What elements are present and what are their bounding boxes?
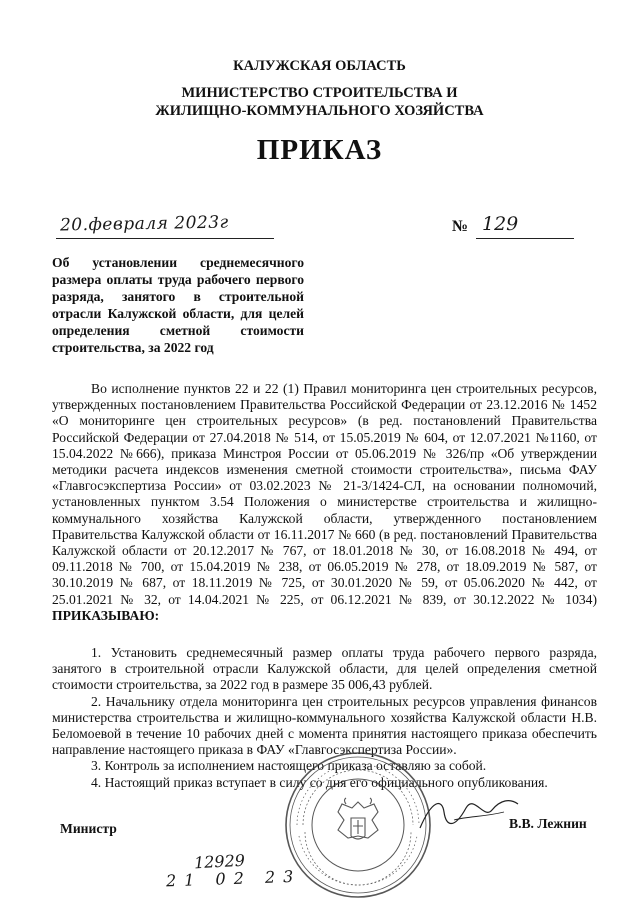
clause-1: 1. Установить среднемесячный размер оплаты труда рабочего первого разряда, занятого в строительной отрасли Калужской области, для целей определения сметной стоимости строительства, за 2022 год в размере 35 006,43 рублей. bbox=[52, 645, 597, 693]
clause-4: 4. Настоящий приказ вступает в силу со дня его официального опубликования. bbox=[91, 774, 548, 790]
date-handwritten: 20.февраля 2023г bbox=[59, 212, 229, 236]
ministry-heading-line2: ЖИЛИЩНО-КОММУНАЛЬНОГО ХОЗЯЙСТВА bbox=[155, 103, 484, 119]
registration-date: 21 02 23 bbox=[165, 866, 302, 891]
signatory-position: Министр bbox=[60, 821, 117, 836]
clause-2: 2. Начальнику отдела мониторинга цен строительных ресурсов управления финансов министерства строительства и жилищно-коммунального хозяйства Калужской области Н.В. Беломоевой в течение 10 рабочих дней с момента принятия настоящего приказа обеспечить направление настоящего приказа в ФАУ «Главгосэкспертиза России». bbox=[52, 693, 597, 758]
number-field bbox=[476, 213, 574, 239]
signatory-name: В.В. Лежнин bbox=[509, 816, 587, 831]
clause-3: 3. Контроль за исполнением настоящего приказа оставляю за собой. bbox=[91, 758, 487, 774]
number-handwritten: 129 bbox=[482, 213, 519, 235]
number-sign: № bbox=[452, 218, 469, 235]
preamble-text: Во исполнение пунктов 22 и 22 (1) Правил мониторинга цен строительных ресурсов, утвержденных постановлением Правительства Российской Федерации от 23.12.2016 № 1452 «О мониторинге цен строительных ресурсов» (в ред. постановлений Правительства Российской Федерации от 27.04.2018 № 514, от 15.05.2019 № 604, от 12.07.2021 №1160, от 15.04.2022 №666), приказа Минстроя России от 05.06.2019 № 326/пр «Об утверждении методики расчета индексов изменения сметной стоимости строительства», письма ФАУ «Главгосэкспертиза России» от 03.02.2023 № 21-3/1424-СЛ, на основании полномочий, установленных пунктом 3.54 Положения о министерстве строительства и жилищно-коммунального хозяйства Калужской области, утвержденного постановлением Правительства Калужской области от 16.11.2017 № 660 (в ред. постановлений Правительства Калужской области от 20.12.2017 № 767, от 18.01.2018 № 30, от 16.08.2018 № 494, от 09.11.2018 № 700, от 15.04.2019 № 238, от 06.05.2019 № 278, от 18.09.2019 № 587, от 30.10.2019 № 687, от 18.11.2019 № 725, от 30.01.2020 № 59, от 05.06.2020 № 442, от 25.01.2021 № 32, от 14.04.2021 № 225, от 06.12.2021 № 839, от 30.12.2022 № 1034) bbox=[52, 381, 597, 607]
official-seal bbox=[283, 750, 433, 900]
ministry-heading bbox=[0, 84, 639, 120]
document-title: ПРИКАЗ bbox=[256, 134, 383, 166]
order-word: ПРИКАЗЫВАЮ: bbox=[52, 607, 160, 623]
handwritten-signature bbox=[414, 790, 524, 835]
region-heading: КАЛУЖСКАЯ ОБЛАСТЬ bbox=[233, 58, 406, 74]
order-subject: Об установлении среднемесячного размера оплаты труда рабочего первого разряда, занятого в строительной отрасли Калужской области, для целей определения сметной стоимости строительства, за 2022 год bbox=[52, 255, 304, 355]
registration-number: 12929 bbox=[193, 850, 246, 873]
ministry-heading-line1: МИНИСТЕРСТВО СТРОИТЕЛЬСТВА И bbox=[181, 85, 458, 101]
preamble-paragraph bbox=[52, 381, 597, 624]
date-field bbox=[56, 212, 274, 239]
